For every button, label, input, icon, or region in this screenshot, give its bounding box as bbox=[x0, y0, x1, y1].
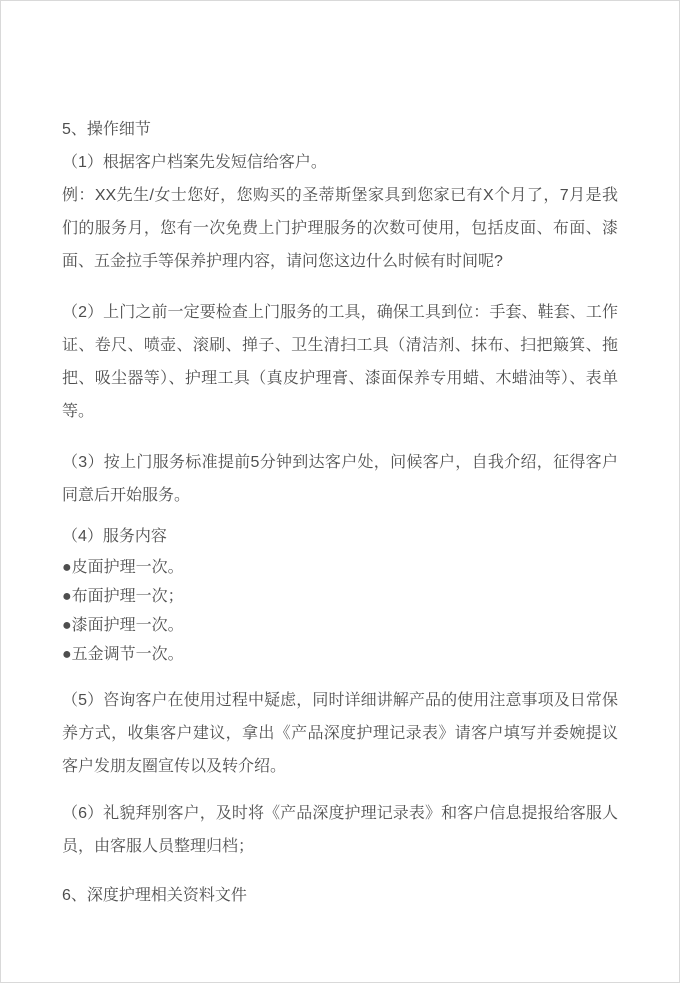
step-3-paragraph: （3）按上门服务标准提前5分钟到达客户处，问候客户，自我介绍，征得客户同意后开始服务。 bbox=[62, 454, 618, 504]
step-5-paragraph: （5）咨询客户在使用过程中疑虑，同时详细讲解产品的使用注意事项及日常保养方式，收集客户建议，拿出《产品深度护理记录表》请客户填写并委婉提议客户发朋友圈宣传以及转介绍。 bbox=[62, 692, 618, 775]
service-content-list bbox=[62, 553, 618, 669]
service-bullet-fabric: ●布面护理一次； bbox=[62, 588, 184, 605]
step-2-paragraph: （2）上门之前一定要检查上门服务的工具，确保工具到位：手套、鞋套、工作证、卷尺、喷壶、滚刷、掸子、卫生清扫工具（清洁剂、抹布、扫把簸箕、拖把、吸尘器等）、护理工具（真皮护理膏、漆面保养专用蜡、木蜡油等）、表单等。 bbox=[62, 304, 618, 420]
service-bullet-paint: ●漆面护理一次。 bbox=[62, 617, 184, 634]
section-5-heading: 5、操作细节 bbox=[62, 121, 151, 138]
service-bullet-leather: ●皮面护理一次。 bbox=[62, 559, 184, 576]
step-1-example-paragraph: 例：XX先生/女士您好，您购买的圣蒂斯堡家具到您家已有X个月了，7月是我们的服务月，您有一次免费上门护理服务的次数可使用，包括皮面、布面、漆面、五金拉手等保养护理内容，请问您这边什么时候有时间呢? bbox=[62, 187, 618, 270]
service-bullet-hardware: ●五金调节一次。 bbox=[62, 646, 184, 663]
step-1-paragraph: （1）根据客户档案先发短信给客户。 bbox=[62, 154, 327, 171]
section-6-heading: 6、深度护理相关资料文件 bbox=[62, 887, 247, 904]
step-4-heading: （4）服务内容 bbox=[62, 528, 167, 545]
step-6-paragraph: （6）礼貌拜别客户，及时将《产品深度护理记录表》和客户信息提报给客服人员，由客服人员整理归档； bbox=[62, 805, 618, 855]
